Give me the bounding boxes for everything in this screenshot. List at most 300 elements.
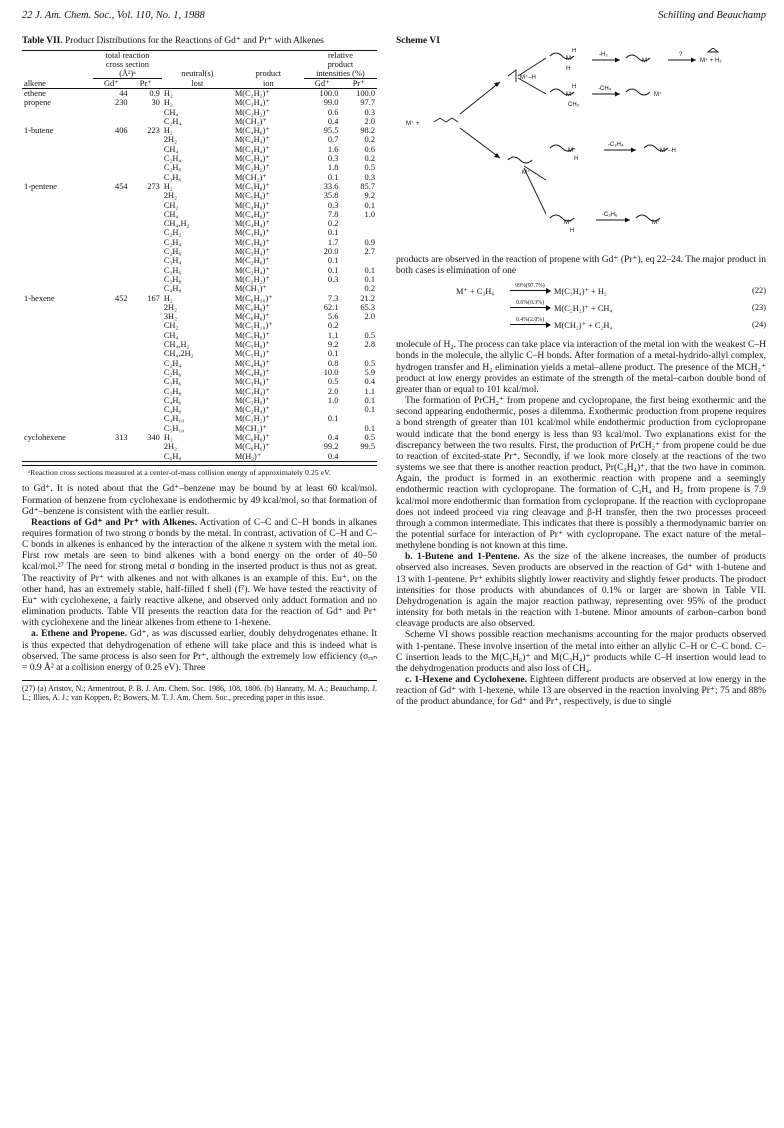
table-row <box>22 442 377 451</box>
cell-intensity-pr <box>340 414 377 423</box>
equation-23-number: (23) <box>752 303 766 313</box>
cell-product-ion: M(C₂H₄)⁺ <box>234 154 270 164</box>
cell-product-ion: M(C₄H₄)⁺ <box>234 219 270 229</box>
cell-intensity-gd: 0.3 <box>327 274 339 284</box>
cell-neutral-lost: C₆H₈ <box>163 451 182 461</box>
header-relative-1: relative <box>327 51 353 60</box>
cell-product-ion: M(C₅H₈)⁺ <box>234 181 270 191</box>
table-row <box>22 126 377 135</box>
header-relative-2: product <box>327 60 354 69</box>
cell-cross-section-pr <box>130 414 162 423</box>
cell-intensity-pr: 0.5 <box>364 358 375 368</box>
cell-cross-section-gd <box>93 154 130 163</box>
cell-intensity-pr: 97.7 <box>360 98 375 108</box>
cell-product-ion: M(C₆H₆)⁺ <box>234 442 270 452</box>
cell-cross-section-gd <box>93 256 130 265</box>
cell-neutral-lost: C₅H₁₀ <box>163 423 185 433</box>
table-row <box>22 145 377 154</box>
cell-product-ion: M(C₂H₂)⁺ <box>234 414 270 424</box>
paragraph-h2-elimination: molecule of H₂. The process can take place via interaction of the metal ion with the weakest C–H bonds in the molecule, the allylic C–H bonds. After formation of a metal-hydrido-allyl complex, hydrogen transfer and H₂ elimination yields a metal–allene product. The presence of the MCH₂⁺ product at low energy provides an estimate of the strength of the metal–carbon double bond of greater than or equal to 101 kcal/mol. <box>396 340 766 395</box>
table-row <box>22 210 377 219</box>
cell-intensity-pr: 0.5 <box>364 163 375 173</box>
cell-intensity-pr: 0.1 <box>364 265 375 275</box>
cell-cross-section-pr <box>130 424 162 433</box>
cell-intensity-pr: 98.2 <box>360 126 375 136</box>
cell-intensity-gd <box>304 284 341 293</box>
table-row <box>22 219 377 228</box>
cell-intensity-gd: 9.2 <box>327 340 339 350</box>
table-row <box>22 117 377 126</box>
scheme-m-plus: M⁺ + <box>406 121 420 127</box>
equations-22-24 <box>396 283 766 334</box>
cell-neutral-lost: H₂ <box>163 89 173 98</box>
cell-neutral-lost: H₂ <box>163 432 173 442</box>
cell-neutral-lost: 2H₂ <box>163 191 177 201</box>
cell-intensity-pr: 2.0 <box>364 116 375 126</box>
cell-cross-section-pr <box>130 405 162 414</box>
cell-product-ion: M(C₆H₈)⁺ <box>234 302 270 312</box>
cell-intensity-gd: 0.3 <box>327 154 339 164</box>
scheme-minus-c2h4: -C₂H₄ <box>608 142 624 148</box>
cell-alkene <box>22 201 93 210</box>
cell-intensity-pr: 0.3 <box>364 107 375 117</box>
cell-cross-section-pr: 273 <box>147 181 160 191</box>
paragraph-alkenes-body: Activation of C–C and C–H bonds in alkanes requires formation of two strong σ bonds by the metal. In contrast, activation of C–H and C–C bonds in alkenes is enhanced by the interaction of the alkene π system with the metal ion. First row metals are seen to bind alkenes with a bond energy on the order of 40–50 kcal/mol.²⁷ The need for strong metal σ bonding in the inserted product is thus not as great. The reactivity of Pr⁺ with alkenes and not with alkanes is an example of this. Eu⁺, on the other hand, has an extremely stable, half-filled f shell (f⁷). We have tested the reactivity of Eu⁺ with cyclohexene, a fairly reactive alkene, and observed only adduct formation and no elimination products. Table VII presents the reaction data for the reaction of Gd⁺ and Pr⁺ with cyclohexene and the linear alkenes from ethene to 1-hexene. <box>22 517 377 629</box>
table-row <box>22 182 377 191</box>
cell-cross-section-gd <box>93 247 130 256</box>
cell-cross-section-gd <box>93 321 130 330</box>
equation-24-arrow <box>510 324 550 325</box>
table-footnote: ᵃReaction cross sections measured at a center-of-mass collision energy of approximately 0.25 eV. <box>22 465 377 478</box>
cell-cross-section-gd: 44 <box>119 89 128 98</box>
scheme-m-complex-5: M⁺ <box>568 148 577 154</box>
cell-intensity-pr: 21.2 <box>360 293 375 303</box>
right-column <box>396 36 766 708</box>
cell-intensity-gd <box>304 405 341 414</box>
paragraph-butene-pentene-body: As the size of the alkene increases, the number of products observed also increases. Seven products are observed in the reaction of Gd⁺ with 1-butene and 13 with 1-pentene. Pr⁺ exhibits slightly lower reactivity and slightly fewer products. The product intensities for those products with abundances of 0.1% or larger are shown in Table VII. Dehydrogenation is again the major reaction pathway, representing over 95% of the product intensity for both metals in the reaction with 1-butene. Minor amounts of carbon–carbon bond cleavage products are also observed. <box>396 552 766 630</box>
cell-intensity-pr: 5.9 <box>364 367 375 377</box>
right-body-text <box>396 255 766 277</box>
cell-neutral-lost: CH₄ <box>163 144 179 154</box>
cell-intensity-gd: 7.3 <box>327 293 339 303</box>
cell-cross-section-pr <box>130 135 162 144</box>
cell-intensity-gd: 1.7 <box>327 237 339 247</box>
cell-cross-section-pr <box>130 145 162 154</box>
cell-cross-section-pr <box>130 284 162 293</box>
scheme-minus-h2: -H₂ <box>599 52 608 58</box>
cell-intensity-pr <box>340 349 377 358</box>
cell-cross-section-pr <box>130 359 162 368</box>
cell-neutral-lost: C₃H₆ <box>163 172 182 182</box>
equation-24-label: 0.4%(2.0%) <box>515 317 544 324</box>
paragraph-prch2: The formation of PrCH₂⁺ from propene and cyclopropane, the first being exothermic and the second appearing endothermic, poses a dilemma. Exothermic production from propene requires a bond strength of greater than 101 kcal/mol while endothermic production from cyclopropane would indicate that the bond energy is less than 93 kcal/mol. Two explanations exist for the discrepancy between the two results. First, the production of PrCH₂⁺ from propene could be due to reaction of excited-state Pr⁺. Secondly, if we look more closely at the reactions of the two systems we see that there is another reaction product, Pr(C₃H₄)⁺, that the two have in common. Again, the product is formed in an exothermic reaction with propene and a seemingly endothermic reaction with cyclopropane. The formation of C₃H₄ and H₂ from propene is 7.9 kcal/mol more endothermic than formation from cyclopropane. If the reaction with cyclopropane does not indeed proceed via ring cleavage and β-H transfer, then the two processes proceed through a common intermediate. This indicates that there is possibly a thermodynamic barrier on the potential surface for interaction of Pr⁺ with cyclopropane. The exact nature of the metal–methylene bonding is not known at this time. <box>396 396 766 552</box>
left-column <box>22 36 377 703</box>
cell-cross-section-gd <box>93 173 130 182</box>
cell-cross-section-gd <box>93 396 130 405</box>
cell-cross-section-gd <box>93 238 130 247</box>
cell-neutral-lost: C₂H₄ <box>163 154 182 164</box>
table-row <box>22 405 377 414</box>
cell-cross-section-gd <box>93 405 130 414</box>
cell-neutral-lost: CH₂ <box>163 321 179 331</box>
left-body-text <box>22 484 377 674</box>
cell-alkene: ethene <box>24 89 46 98</box>
cell-neutral-lost: CH₂ <box>163 200 179 210</box>
cell-intensity-gd <box>304 424 341 433</box>
equation-23-arrow <box>510 307 550 308</box>
scheme-m-h-end: M⁺–H <box>660 148 676 154</box>
table-row <box>22 98 377 107</box>
cell-product-ion: M(C₅H₈)⁺ <box>234 330 270 340</box>
cell-product-ion: M(C₃H₈)⁺ <box>234 228 270 238</box>
table-row <box>22 349 377 358</box>
cell-alkene <box>22 108 93 117</box>
table-row <box>22 424 377 433</box>
cell-intensity-gd: 0.1 <box>327 256 339 266</box>
table-row <box>22 201 377 210</box>
scheme-h-4: H <box>574 156 579 162</box>
cell-cross-section-gd <box>93 108 130 117</box>
cell-neutral-lost: C₂H₆ <box>163 163 182 173</box>
cell-product-ion: M(C₂H₆)⁺ <box>234 395 270 405</box>
cell-intensity-gd: 62.1 <box>323 302 339 312</box>
cell-intensity-gd: 99.2 <box>323 442 339 452</box>
cell-alkene <box>22 135 93 144</box>
cell-cross-section-pr <box>130 219 162 228</box>
cell-cross-section-pr <box>130 312 162 321</box>
cell-product-ion: M(C₂H₂)⁺ <box>234 107 270 117</box>
cell-intensity-pr: 0.5 <box>364 330 375 340</box>
cell-alkene <box>22 173 93 182</box>
cell-neutral-lost: C₄H₆ <box>163 395 182 405</box>
cell-intensity-gd: 0.7 <box>327 135 339 145</box>
cell-product-ion: M(H₂)⁺ <box>234 451 262 461</box>
cell-alkene: 1-pentene <box>24 181 58 191</box>
table-row <box>22 108 377 117</box>
table-row <box>22 135 377 144</box>
table-row <box>22 89 377 99</box>
cell-product-ion: M(C₄H₄)⁺ <box>234 135 270 145</box>
equation-22-arrow <box>510 290 550 291</box>
cell-product-ion: M(C₂H₄)⁺ <box>234 405 270 415</box>
cell-intensity-pr: 99.5 <box>360 442 375 452</box>
cell-intensity-pr: 9.2 <box>364 191 375 201</box>
table-row <box>22 452 377 462</box>
cell-cross-section-pr <box>130 173 162 182</box>
paragraph-ethene-propene-body: Gd⁺, as was discussed earlier, doubly dehydrogenates ethane. It is thus expected that dehydrogenation of ethene will take place and this is indeed what is observed. The same process is also seen for Pr⁺, although the extremely low efficiency (σᵣₓₙ = 0.9 Å² at a collision energy of 0.25 eV). Three <box>22 629 377 673</box>
cell-intensity-gd: 0.5 <box>327 377 339 387</box>
cell-intensity-pr: 1.0 <box>364 209 375 219</box>
cell-neutral-lost: CH₄ <box>163 107 179 117</box>
running-head-citation: 22 J. Am. Chem. Soc., Vol. 110, No. 1, 1988 <box>22 10 205 21</box>
table-row <box>22 191 377 200</box>
scheme-h-3: H <box>572 84 577 90</box>
paragraph-alkenes <box>22 518 377 630</box>
cell-neutral-lost: C₂H₄ <box>163 116 182 126</box>
scheme-ch3: CH₃ <box>568 102 580 108</box>
cell-cross-section-gd <box>93 228 130 237</box>
cell-intensity-pr: 100.0 <box>356 89 375 98</box>
cell-intensity-pr: 0.1 <box>364 405 375 415</box>
cell-intensity-pr: 0.2 <box>364 284 375 294</box>
table-row <box>22 433 377 442</box>
cell-cross-section-gd <box>93 452 130 462</box>
cell-product-ion: M(CH₂)⁺ <box>234 172 267 182</box>
cell-cross-section-pr <box>130 349 162 358</box>
cell-alkene <box>22 256 93 265</box>
cell-alkene <box>22 452 93 462</box>
cell-product-ion: M(C₄H₆)⁺ <box>234 209 270 219</box>
cell-cross-section-pr <box>130 238 162 247</box>
cell-product-ion: M(C₃H₄)⁺ <box>234 144 270 154</box>
cell-alkene <box>22 238 93 247</box>
cell-intensity-pr: 0.6 <box>364 144 375 154</box>
cell-neutral-lost: C₃H₄ <box>163 256 182 266</box>
cell-product-ion: M(C₂H₂)⁺ <box>234 274 270 284</box>
cell-cross-section-pr <box>130 377 162 386</box>
cell-product-ion: M(C₃H₆)⁺ <box>234 377 270 387</box>
cell-alkene <box>22 368 93 377</box>
scheme-m-complex-6: M⁺ <box>522 170 531 176</box>
cell-cross-section-pr <box>130 321 162 330</box>
cell-intensity-gd: 1.8 <box>327 163 339 173</box>
equation-23-rhs: M(C₂H₂)⁺ + CH₄ <box>554 304 613 314</box>
cell-product-ion: M(C₃H₄)⁺ <box>234 247 270 257</box>
cell-cross-section-pr <box>130 210 162 219</box>
cell-cross-section-pr <box>130 117 162 126</box>
scheme-question: ? <box>679 52 683 58</box>
cell-product-ion: M(C₃H₄)⁺ <box>234 98 270 108</box>
cell-alkene <box>22 228 93 237</box>
cell-alkene <box>22 442 93 451</box>
cell-neutral-lost: 2H₂ <box>163 135 177 145</box>
cell-neutral-lost: 2H₂ <box>163 302 177 312</box>
header-neutral-1: neutral(s) <box>181 69 214 78</box>
cell-intensity-pr: 0.1 <box>364 423 375 433</box>
cell-intensity-gd: 0.1 <box>327 172 339 182</box>
cell-cross-section-gd <box>93 387 130 396</box>
cell-neutral-lost: 3H₂ <box>163 312 177 322</box>
cell-product-ion: M(C₅H₄)⁺ <box>234 349 270 359</box>
cell-intensity-gd: 20.0 <box>323 247 339 257</box>
cell-alkene: 1-hexene <box>24 293 55 303</box>
section-heading-hexene: c. 1-Hexene and Cyclohexene. <box>405 675 527 685</box>
cell-intensity-gd: 7.8 <box>327 209 339 219</box>
table-row <box>22 173 377 182</box>
table-row <box>22 359 377 368</box>
cell-cross-section-gd <box>93 377 130 386</box>
cell-cross-section-pr <box>130 452 162 462</box>
header-pr: Pr⁺ <box>130 79 162 89</box>
cell-cross-section-gd <box>93 145 130 154</box>
cell-cross-section-gd <box>93 284 130 293</box>
header-int-gd: Gd⁺ <box>304 79 341 89</box>
header-cross-section-2: cross section <box>105 60 149 69</box>
cell-alkene <box>22 424 93 433</box>
cell-cross-section-pr <box>130 442 162 451</box>
cell-intensity-pr: 0.2 <box>364 154 375 164</box>
cell-intensity-pr: 0.5 <box>364 432 375 442</box>
cell-neutral-lost: C₄H₈ <box>163 284 182 294</box>
cell-cross-section-gd <box>93 219 130 228</box>
table-row <box>22 377 377 386</box>
cell-intensity-gd: 1.0 <box>327 395 339 405</box>
cell-neutral-lost: C₂H₄ <box>163 237 182 247</box>
equation-24-number: (24) <box>752 320 766 330</box>
table-title: Product Distributions for the Reactions of Gd⁺ and Pr⁺ with Alkenes <box>65 36 324 46</box>
scheme-title: Scheme VI <box>396 36 440 46</box>
paragraph-hexene <box>396 675 766 708</box>
cell-cross-section-gd <box>93 349 130 358</box>
cell-cross-section-gd <box>93 331 130 340</box>
table-row <box>22 414 377 423</box>
cell-intensity-pr: 2.0 <box>364 312 375 322</box>
cell-intensity-gd: 0.1 <box>327 265 339 275</box>
cell-intensity-gd: 0.4 <box>327 116 339 126</box>
cell-cross-section-pr <box>130 331 162 340</box>
cell-cross-section-gd: 406 <box>115 126 128 136</box>
scheme-m-complex-3: M⁺ <box>566 92 575 98</box>
cell-product-ion: M(C₄H₈)⁺ <box>234 358 270 368</box>
cell-intensity-pr: 0.1 <box>364 200 375 210</box>
table-row <box>22 340 377 349</box>
cell-alkene <box>22 266 93 275</box>
cell-intensity-gd: 0.6 <box>327 107 339 117</box>
table-row <box>22 321 377 330</box>
cell-cross-section-pr: 340 <box>147 432 160 442</box>
cell-neutral-lost: C₃H₈ <box>163 274 182 284</box>
cell-alkene <box>22 145 93 154</box>
table-body <box>22 89 377 462</box>
table-row <box>22 331 377 340</box>
header-relative-3: intensities (%) <box>316 69 365 78</box>
cell-cross-section-gd: 230 <box>115 98 128 108</box>
cell-alkene: 1-butene <box>24 126 54 136</box>
equation-24-rhs: M(CH₂)⁺ + C₂H₄ <box>554 321 613 331</box>
equation-22-label: 99%(97.7%) <box>515 283 545 290</box>
cell-cross-section-pr <box>130 108 162 117</box>
table-row <box>22 266 377 275</box>
pentene-skeleton <box>434 118 458 122</box>
cell-intensity-pr <box>340 228 377 237</box>
cell-intensity-gd: 95.5 <box>323 126 339 136</box>
cell-cross-section-gd <box>93 303 130 312</box>
cell-intensity-gd: 1.1 <box>327 330 339 340</box>
cell-intensity-pr: 2.7 <box>364 247 375 257</box>
cell-product-ion: M(C₄H₈)⁺ <box>234 200 270 210</box>
table-row <box>22 154 377 163</box>
cell-neutral-lost: CH₄,H₂ <box>163 340 190 350</box>
cell-product-ion: M(C₅H₁₀)⁺ <box>234 321 273 331</box>
cell-intensity-pr <box>340 219 377 228</box>
cell-neutral-lost: C₃H₆ <box>163 265 182 275</box>
cell-product-ion: M(CH₂)⁺ <box>234 423 267 433</box>
cell-intensity-pr: 0.3 <box>364 172 375 182</box>
cell-product-ion: M(C₆H₈)⁺ <box>234 432 270 442</box>
cell-intensity-gd: 33.6 <box>323 181 339 191</box>
cell-cross-section-gd: 454 <box>115 181 128 191</box>
cell-intensity-gd: 0.2 <box>327 321 339 331</box>
cell-intensity-gd: 100.0 <box>319 89 339 98</box>
table-row <box>22 368 377 377</box>
cell-intensity-gd: 0.4 <box>327 451 339 461</box>
scheme-minus-ch4: -CH₄ <box>598 86 612 92</box>
cell-cross-section-pr: 167 <box>147 293 160 303</box>
cell-cross-section-gd <box>93 201 130 210</box>
cell-product-ion: M(C₂H₂)⁺ <box>234 89 270 98</box>
header-product-2: ion <box>262 78 274 88</box>
cell-intensity-pr: 0.1 <box>364 274 375 284</box>
cell-intensity-pr <box>340 321 377 330</box>
table-row <box>22 294 377 303</box>
cell-alkene <box>22 331 93 340</box>
cell-intensity-gd: 0.2 <box>327 219 339 229</box>
cell-product-ion: M(C₄H₆)⁺ <box>234 367 270 377</box>
cell-intensity-gd: 2.0 <box>327 386 339 396</box>
right-body-text-2 <box>396 340 766 708</box>
header-int-pr: Pr⁺ <box>340 79 377 89</box>
cell-intensity-gd: 0.8 <box>327 358 339 368</box>
cell-alkene <box>22 377 93 386</box>
cell-product-ion: M(CH₂)⁺ <box>234 116 267 126</box>
scheme-m-complex-2: M⁺ <box>642 58 651 64</box>
cell-cross-section-gd <box>93 135 130 144</box>
cell-cross-section-pr: 30 <box>151 98 160 108</box>
cell-alkene <box>22 349 93 358</box>
cell-cross-section-gd <box>93 414 130 423</box>
cell-alkene <box>22 387 93 396</box>
equation-23 <box>396 300 766 317</box>
equation-22-rhs: M(C₃H₄)⁺ + H₂ <box>554 287 607 297</box>
equation-22-lhs: M⁺ + C₃H₆ <box>456 287 495 297</box>
cell-alkene: cyclohexene <box>24 432 66 442</box>
cell-cross-section-gd: 313 <box>115 432 128 442</box>
cell-neutral-lost: CH₄ <box>163 209 179 219</box>
running-head <box>22 10 766 26</box>
cell-cross-section-gd <box>93 117 130 126</box>
cell-product-ion: M(C₂H₆)⁺ <box>234 256 270 266</box>
table-row <box>22 247 377 256</box>
cell-cross-section-pr <box>130 303 162 312</box>
cell-product-ion: M(C₆H₆)⁺ <box>234 312 270 322</box>
cell-alkene <box>22 359 93 368</box>
scheme-minus-c2h6: -C₂H₆ <box>602 212 618 218</box>
cell-intensity-gd: 35.8 <box>323 191 339 201</box>
scheme-m-plus-h2: M⁺ + H₂ <box>700 58 722 64</box>
cell-intensity-gd: 0.1 <box>327 228 339 238</box>
cell-cross-section-pr <box>130 201 162 210</box>
table-row <box>22 228 377 237</box>
cell-intensity-pr: 0.9 <box>364 237 375 247</box>
paragraph-scheme-vi: Scheme VI shows possible reaction mechanisms accounting for the major products observed with 1-pentane. These involve insertion of the metal into either an allylic C–H or C–C bond. C–C insertion leads to the M(C₃H₆)⁺ and M(C₃H₄)⁺ products while C–H insertion would lead to the dehydrogenation products and also loss of CH₄. <box>396 630 766 674</box>
cell-product-ion: M(C₅H₆)⁺ <box>234 340 270 350</box>
table-label: Table VII. <box>22 36 63 46</box>
cell-alkene: propene <box>24 98 51 108</box>
cell-product-ion: M(CH₂)⁺ <box>234 284 267 294</box>
scheme-h-1: H <box>572 48 577 54</box>
cell-cross-section-pr: 223 <box>147 126 160 136</box>
cell-intensity-pr: 65.3 <box>360 302 375 312</box>
cell-product-ion: M(C₂H₂)⁺ <box>234 163 270 173</box>
cell-neutral-lost: C₃H₈ <box>163 386 182 396</box>
cell-intensity-pr: 2.8 <box>364 340 375 350</box>
cell-alkene <box>22 340 93 349</box>
cell-intensity-gd: 0.4 <box>327 432 339 442</box>
scheme-m-h-upper: M⁺–H <box>520 75 536 81</box>
cell-intensity-pr: 1.1 <box>364 386 375 396</box>
scheme-m-complex-1: M⁺ <box>566 56 575 62</box>
cell-alkene <box>22 191 93 200</box>
